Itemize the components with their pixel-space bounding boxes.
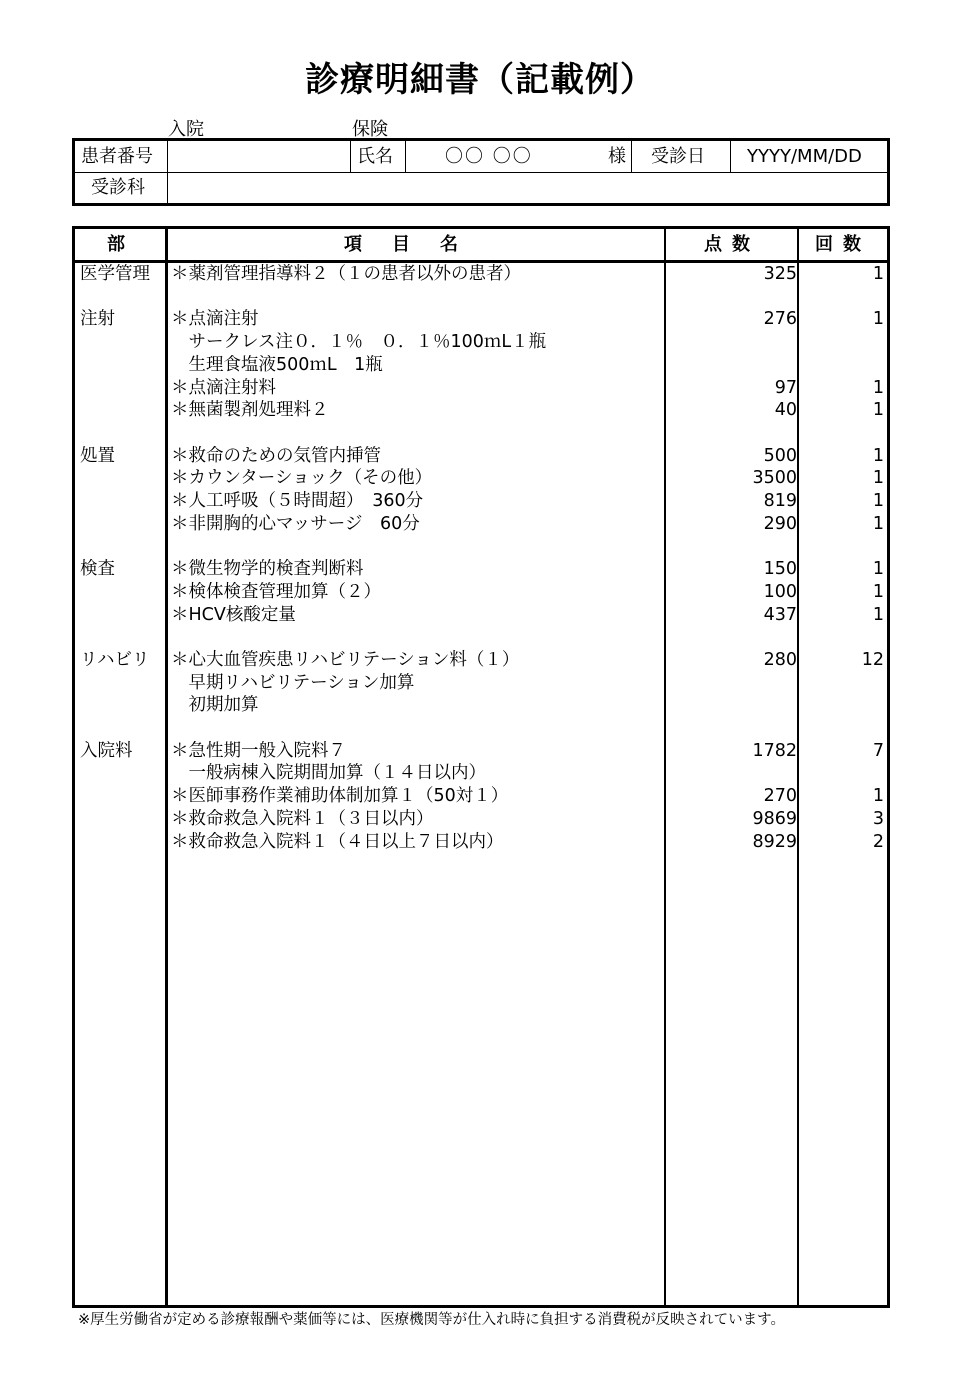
column-header-dept: 部 [107, 234, 135, 255]
patient-name-value: 〇〇 〇〇 [445, 146, 533, 167]
points-cell: 9869 [752, 808, 797, 829]
table-row [75, 831, 887, 854]
points-cell: 437 [763, 604, 797, 625]
document-title: 診療明細書（記載例） [305, 60, 655, 100]
consumption-tax-footnote: ※厚生労働省が定める診療報酬や薬価等には、医療機関等が仕入れ時に負担する消費税が反映されています。 [78, 1312, 785, 1328]
table-row [75, 422, 887, 445]
table-row [75, 445, 887, 468]
item-cell: ＊救命のための気管内挿管 [171, 445, 381, 466]
count-cell: 1 [872, 581, 884, 602]
item-cell: ＊心大血管疾患リハビリテーション料（１） [171, 649, 520, 670]
table-row [75, 581, 887, 604]
item-cell: ＊医師事務作業補助体制加算１（50対１） [171, 786, 509, 807]
count-cell: 7 [872, 740, 884, 761]
table-row [75, 399, 887, 422]
count-cell: 1 [872, 786, 884, 807]
table-row [75, 377, 887, 400]
points-cell: 97 [774, 377, 797, 398]
table-row [75, 626, 887, 649]
count-cell: 1 [872, 377, 884, 398]
item-cell: ＊無菌製剤処理料２ [171, 400, 329, 421]
department-label: 受診科 [91, 177, 145, 198]
count-cell: 12 [861, 649, 884, 670]
header-divider [350, 141, 351, 172]
points-cell: 280 [763, 649, 797, 670]
item-cell: ＊救命救急入院料１（３日以内） [171, 808, 434, 829]
item-cell: ＊点滴注射料 [171, 377, 276, 398]
table-row [75, 558, 887, 581]
item-cell: ＊人工呼吸（５時間超） 360分 [171, 491, 424, 511]
table-row [75, 513, 887, 536]
dept-cell: 注射 [80, 309, 115, 330]
header-divider [405, 141, 406, 172]
points-cell: 325 [763, 264, 797, 284]
count-cell: 3 [872, 808, 884, 829]
table-row [75, 354, 887, 377]
item-cell: ＊薬剤管理指導料２（１の患者以外の患者） [171, 264, 521, 284]
patient-number-value [173, 141, 343, 172]
count-cell: 1 [872, 400, 884, 421]
points-cell: 819 [763, 491, 797, 511]
count-cell: 2 [872, 831, 884, 852]
item-cell: 一般病棟入院期間加算（１４日以内） [171, 763, 486, 784]
table-row [75, 785, 887, 808]
dept-cell: 医学管理 [80, 264, 150, 284]
points-cell: 276 [763, 309, 797, 330]
honorific-sama: 様 [608, 146, 626, 167]
visit-date-value: YYYY/MM/DD [747, 146, 862, 167]
patient-number-label: 患者番号 [81, 146, 153, 167]
table-row [75, 467, 887, 490]
item-cell: 初期加算 [171, 695, 259, 716]
item-cell: ＊HCV核酸定量 [171, 604, 296, 625]
points-cell: 40 [774, 400, 797, 421]
item-cell: ＊非開胸的心マッサージ 60分 [171, 513, 420, 534]
table-row [75, 331, 887, 354]
item-cell: サークレス注０．１％ ０．１％100ｍL１瓶 [171, 332, 547, 353]
points-cell: 270 [763, 786, 797, 807]
column-header-points: 点数 [704, 234, 760, 255]
count-cell: 1 [872, 445, 884, 466]
table-row [75, 717, 887, 740]
count-cell: 1 [872, 604, 884, 625]
count-cell: 1 [872, 491, 884, 511]
table-row [75, 490, 887, 513]
item-cell: ＊カウンターショック（その他） [171, 468, 433, 489]
name-label: 氏名 [357, 146, 393, 167]
department-row [75, 172, 887, 203]
points-cell: 1782 [752, 740, 797, 761]
table-row [75, 808, 887, 831]
points-cell: 100 [763, 581, 797, 602]
points-cell: 500 [763, 445, 797, 466]
count-cell: 1 [872, 513, 884, 534]
column-header-item: 項目名 [344, 234, 488, 255]
patient-header-row [75, 141, 887, 173]
points-cell: 290 [763, 513, 797, 534]
table-row [75, 604, 887, 627]
count-cell: 1 [872, 468, 884, 489]
table-row [75, 694, 887, 717]
table-row [75, 672, 887, 695]
count-cell: 1 [872, 309, 884, 330]
table-row [75, 740, 887, 763]
item-cell: ＊救命救急入院料１（４日以上７日以内） [171, 831, 504, 852]
table-row [75, 286, 887, 309]
header-divider [730, 141, 731, 172]
points-cell: 8929 [752, 831, 797, 852]
insurance-label: 保険 [352, 119, 388, 140]
patient-header-box [72, 138, 890, 206]
table-row [75, 535, 887, 558]
admission-label: 入院 [168, 119, 204, 140]
table-header-row [75, 229, 887, 263]
table-row [75, 308, 887, 331]
item-cell: ＊微生物学的検査判断料 [171, 559, 364, 580]
dept-cell: リハビリ [80, 649, 150, 670]
table-row [75, 649, 887, 672]
dept-cell: 処置 [80, 445, 115, 466]
item-cell: 生理食塩液500ｍL 1瓶 [171, 354, 383, 375]
item-cell: ＊点滴注射 [171, 309, 259, 330]
header-divider [631, 141, 632, 172]
dept-cell: 入院料 [80, 740, 133, 761]
table-body [75, 263, 887, 1305]
statement-table [72, 226, 890, 1308]
table-row [75, 762, 887, 785]
count-cell: 1 [872, 264, 884, 284]
table-row [75, 263, 887, 286]
points-cell: 150 [763, 559, 797, 580]
column-header-count: 回数 [815, 234, 871, 255]
dept-cell: 検査 [80, 559, 115, 580]
item-cell: ＊検体検査管理加算（２） [171, 581, 381, 602]
item-cell: 早期リハビリテーション加算 [171, 672, 415, 693]
item-cell: ＊急性期一般入院料７ [171, 740, 346, 761]
visit-date-label: 受診日 [651, 146, 705, 167]
count-cell: 1 [872, 559, 884, 580]
points-cell: 3500 [752, 468, 797, 489]
